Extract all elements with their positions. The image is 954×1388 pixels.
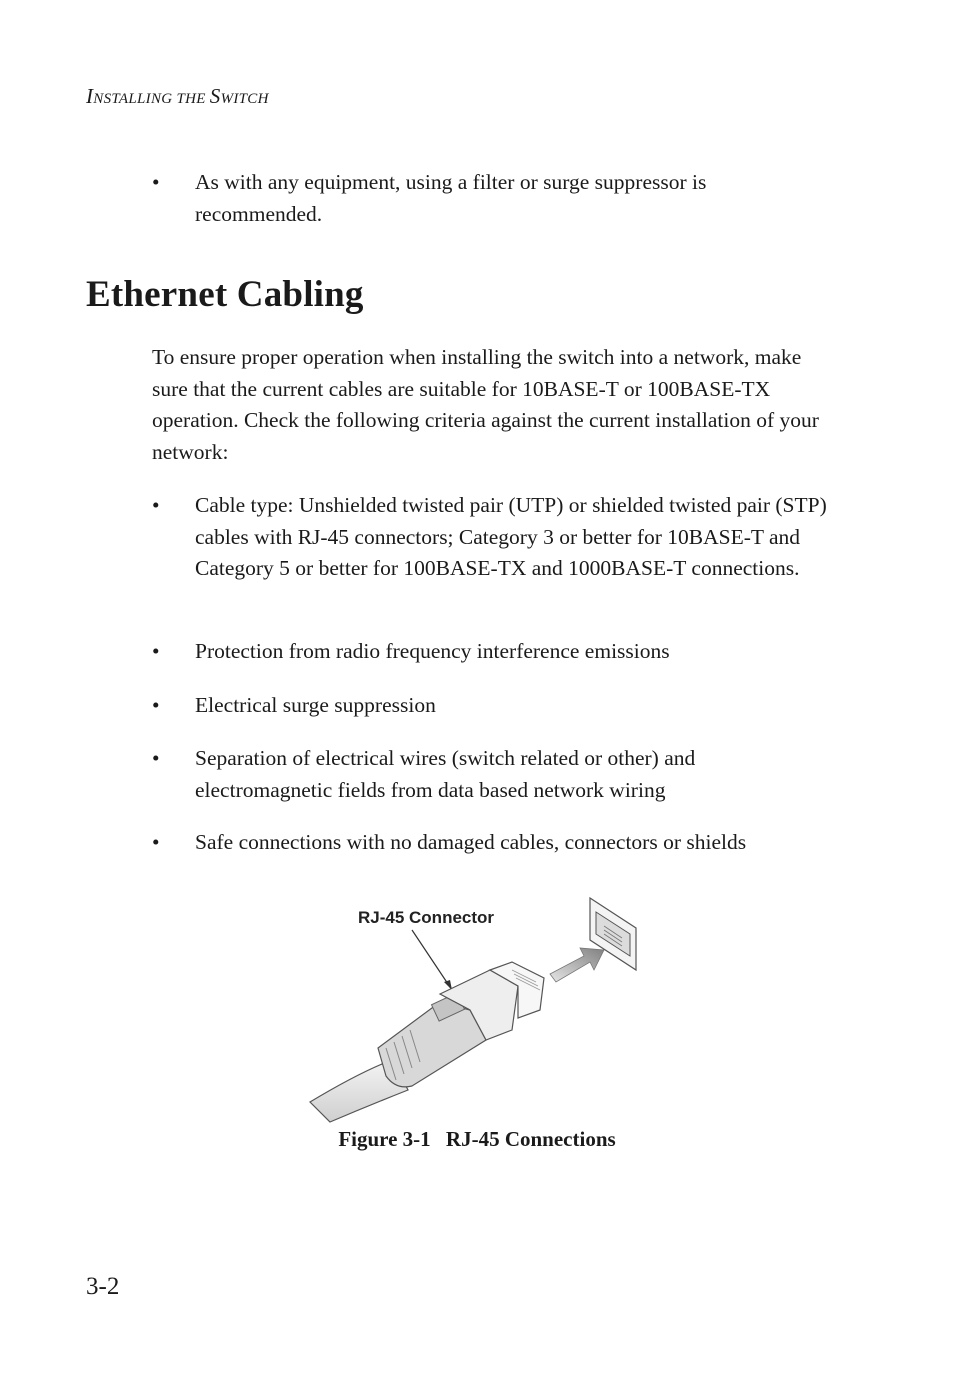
page-number: 3-2 — [86, 1273, 120, 1300]
insert-arrow-icon — [550, 948, 604, 982]
rj45-illustration — [300, 890, 660, 1130]
running-head-cap-2: S — [209, 84, 221, 108]
bullet-text: Electrical surge suppression — [195, 693, 436, 717]
list-item — [152, 690, 832, 722]
running-head — [86, 84, 269, 109]
bullet-dot: • — [152, 639, 160, 663]
list-item — [152, 743, 832, 806]
bullet-dot: • — [152, 693, 160, 717]
bullet-dot: • — [152, 170, 160, 194]
figure-caption — [0, 1127, 954, 1152]
bullet-text: Safe connections with no damaged cables, connectors or shields — [195, 830, 747, 854]
bullet-text: As with any equipment, using a filter or surge suppressor is recommended. — [195, 170, 707, 226]
connector-label: RJ-45 Connector — [358, 908, 495, 927]
bullet-dot: • — [152, 830, 160, 854]
list-item — [152, 636, 832, 668]
list-item — [152, 167, 832, 230]
bullet-text: Separation of electrical wires (switch related or other) and electromagnetic fields from data based network wiring — [195, 746, 696, 802]
bullet-dot: • — [152, 746, 160, 770]
intro-paragraph: To ensure proper operation when installing the switch into a network, make sure that the current cables are suitable for 10BASE-T or 100BASE-TX operation. Check the following criteria against the current installation of your network: — [152, 345, 819, 464]
list-item — [152, 490, 832, 585]
bullet-text: Protection from radio frequency interference emissions — [195, 639, 670, 663]
bullet-text: Cable type: Unshielded twisted pair (UTP) or shielded twisted pair (STP) cables with RJ-45 connectors; Category 3 or better for 10BASE-T and Category 5 or better for 100BASE-TX and 1000BASE-T connections. — [195, 493, 827, 580]
running-head-small-2: WITCH — [220, 91, 269, 107]
list-item — [152, 827, 832, 859]
callout-line — [412, 930, 452, 990]
running-head-small-1: NSTALLING THE — [93, 91, 210, 107]
figure-title: RJ-45 Connections — [445, 1127, 616, 1151]
figure-number: Figure 3-1 — [338, 1127, 431, 1151]
section-title: Ethernet Cabling — [86, 274, 364, 315]
bullet-dot: • — [152, 493, 160, 517]
rj45-figure — [300, 890, 660, 1130]
running-head-cap-1: I — [86, 84, 94, 108]
